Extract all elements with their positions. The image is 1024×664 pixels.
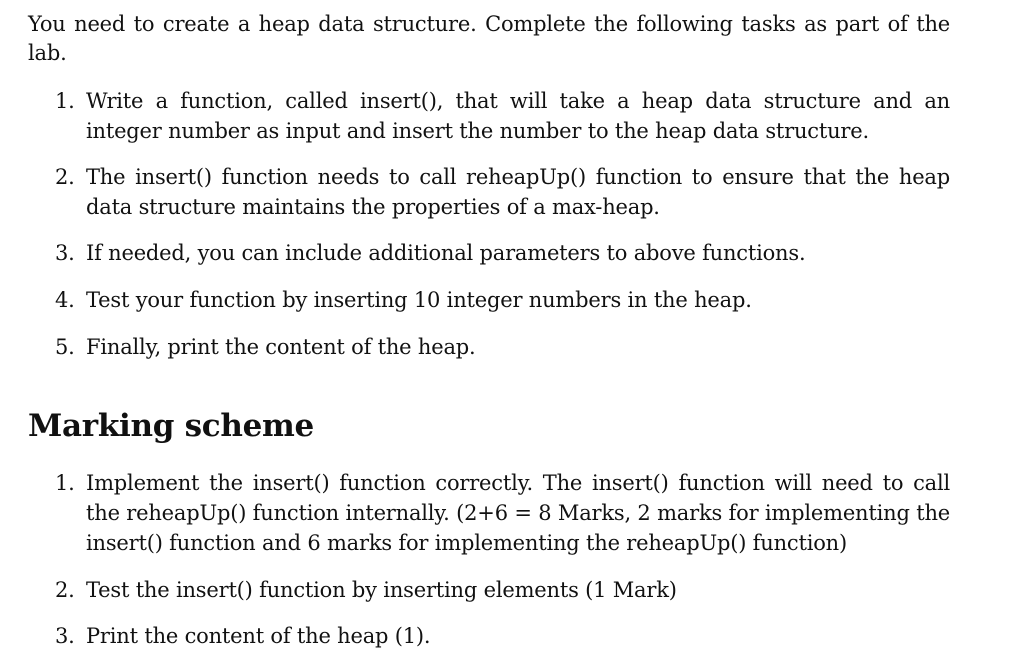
marking-text: Test the insert() function by inserting elements (1 Mark) bbox=[86, 578, 677, 602]
intro-paragraph: You need to create a heap data structure. Complete the following tasks as part of the lab. bbox=[28, 12, 950, 65]
task-text: Write a function, called insert(), that will take a heap data structure and an integer number as input and insert the number to the heap data structure. bbox=[86, 89, 950, 143]
task-item-2 bbox=[28, 162, 950, 222]
task-number: 2. bbox=[55, 165, 75, 189]
section-heading: Marking scheme bbox=[28, 408, 314, 444]
task-number: 3. bbox=[55, 241, 75, 265]
task-item-1 bbox=[28, 86, 950, 146]
task-number: 4. bbox=[55, 288, 75, 312]
task-item-4 bbox=[28, 285, 950, 315]
document-page bbox=[28, 10, 950, 651]
task-number: 5. bbox=[55, 335, 75, 359]
marking-item-3 bbox=[28, 621, 950, 651]
task-text: If needed, you can include additional parameters to above functions. bbox=[86, 241, 806, 265]
task-number: 1. bbox=[55, 89, 75, 113]
marking-number: 1. bbox=[55, 471, 75, 495]
marking-item-2 bbox=[28, 575, 950, 605]
task-item-5 bbox=[28, 332, 950, 362]
task-item-3 bbox=[28, 238, 950, 268]
task-list bbox=[28, 86, 950, 362]
task-text: Test your function by inserting 10 integer numbers in the heap. bbox=[86, 288, 752, 312]
marking-number: 3. bbox=[55, 624, 75, 648]
marking-item-1 bbox=[28, 468, 950, 558]
task-text: The insert() function needs to call reheapUp() function to ensure that the heap data structure maintains the properties of a max-heap. bbox=[86, 165, 950, 219]
marking-text: Print the content of the heap (1). bbox=[86, 624, 431, 648]
marking-list bbox=[28, 468, 950, 651]
marking-text: Implement the insert() function correctly. The insert() function will need to call the reheapUp() function internally. (2+6 = 8 Marks, 2 marks for implementing the insert() function and 6 marks for implementing the reheapUp() function) bbox=[86, 471, 950, 555]
marking-number: 2. bbox=[55, 578, 75, 602]
task-text: Finally, print the content of the heap. bbox=[86, 335, 476, 359]
